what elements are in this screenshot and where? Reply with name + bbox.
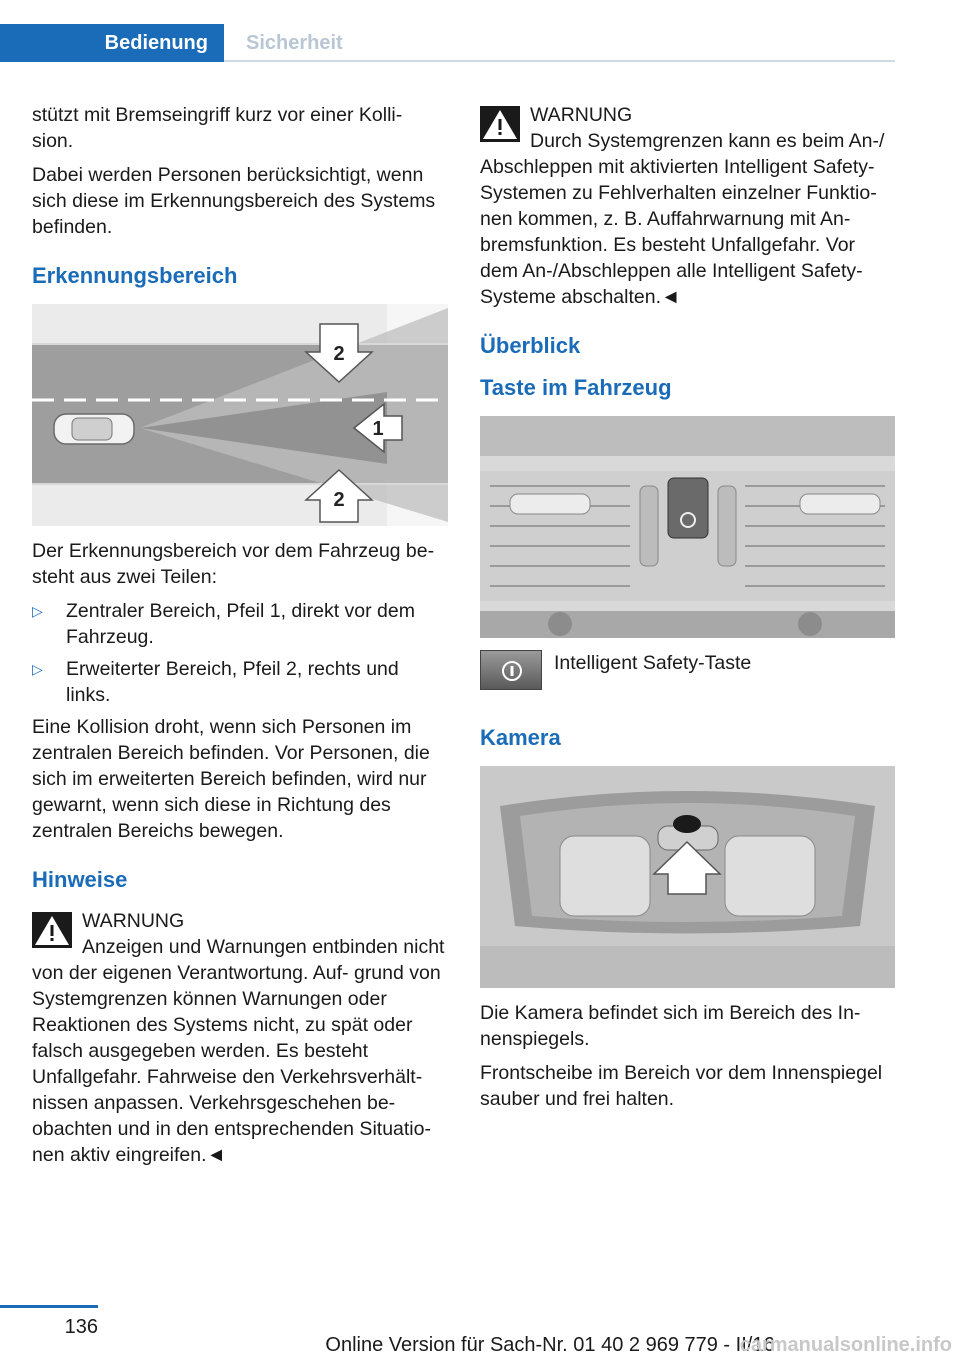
safety-button-row: [480, 650, 896, 706]
heading-erkennungsbereich: Erkennungsbereich: [32, 263, 238, 288]
safety-button-label: Intelligent Safety-Taste: [554, 652, 752, 674]
warning-block-right: [480, 102, 896, 310]
heading-ueberblick: Überblick: [480, 333, 581, 358]
heading-kamera: Kamera: [480, 725, 561, 750]
warning-title: WARNUNG: [82, 910, 185, 932]
detection-area-figure: [32, 304, 448, 526]
intelligent-safety-button-icon: [480, 650, 542, 690]
right-column: [480, 102, 896, 1120]
camera-location-illustration: [480, 766, 895, 988]
dashboard-button-figure: [480, 416, 895, 638]
camera-paragraph-1: Die Kamera befindet sich im Bereich des In- nenspiegels.: [480, 1002, 861, 1050]
area-bullet-list: [32, 598, 448, 708]
list-item: ▷ Zentraler Bereich, Pfeil 1, direkt vor dem Fahrzeug.: [32, 600, 415, 648]
page-number-rule: [0, 1305, 98, 1308]
detection-area-illustration: [32, 304, 448, 526]
tab-bedienung[interactable]: Bedienung: [0, 24, 224, 62]
online-version-footer: Online Version für Sach-Nr. 01 40 2 969 779 - II/16: [325, 1334, 775, 1356]
dashboard-vents-illustration: [480, 416, 895, 638]
list-item: ▷ Erweiterter Bereich, Pfeil 2, rechts und links.: [32, 658, 399, 706]
left-column: [32, 102, 448, 1176]
chapter-tabs: [0, 24, 895, 62]
tab-sicherheit[interactable]: Sicherheit: [246, 32, 343, 54]
intro-paragraph-1: stützt mit Bremseingriff kurz vor einer Kolli- sion.: [32, 104, 403, 152]
collision-paragraph: Eine Kollision droht, wenn sich Personen im zentralen Bereich befinden. Vor Personen, die sich im erweiterten Bereich befinden, wird nur gewarnt, wenn sich diese in Richtung des zentralen Bereichs bewegen.: [32, 716, 430, 842]
warning-triangle-icon: [32, 912, 72, 948]
page-number: 136: [64, 1316, 98, 1338]
watermark-text: carmanualsonline.info: [739, 1334, 952, 1356]
warning-triangle-icon: [480, 106, 520, 142]
warning-block-left: [32, 908, 448, 1168]
car-icon: [54, 414, 134, 444]
arrow-label-2a: 2: [333, 343, 345, 365]
heading-hinweise: Hinweise: [32, 867, 128, 892]
detection-description: Der Erkennungsbereich vor dem Fahrzeug be- steht aus zwei Teilen:: [32, 540, 435, 588]
warning-body: Anzeigen und Warnungen entbinden nicht von der eigenen Verantwortung. Auf- grund von Systemgrenzen können Warnungen oder Reaktionen des Systems nicht, zu spät oder falsch ausgegeben werden. Es besteht Unfallgefahr. Fahrweise den Verkehrsverhält- nissen anpassen. Verkehrsgeschehen be- obachten und in den entsprechenden Situatio- nen aktiv eingreifen.◄: [32, 936, 445, 1166]
intro-paragraph-2: Dabei werden Personen berücksichtigt, wenn sich diese im Erkennungsbereich des Systems befinden.: [32, 164, 436, 238]
triangle-bullet-icon: ▷: [32, 603, 43, 619]
arrow-label-2b: 2: [333, 489, 345, 511]
camera-paragraph-2: Frontscheibe im Bereich vor dem Innenspiegel sauber und frei halten.: [480, 1062, 883, 1110]
warning-body: Durch Systemgrenzen kann es beim An-/ Abschleppen mit aktivierten Intelligent Safety- Systemen zu Fehlverhalten einzelner Funktio- nen kommen, z. B. Auffahrwarnung mit An- bremsfunktion. Es besteht Unfallgefahr. Vor dem An-/Abschleppen alle Intelligent Safety- Systeme abschalten.◄: [480, 130, 885, 308]
triangle-bullet-icon: ▷: [32, 661, 43, 677]
heading-taste-im-fahrzeug: Taste im Fahrzeug: [480, 375, 672, 400]
warning-title: WARNUNG: [530, 104, 633, 126]
arrow-label-1: 1: [372, 418, 384, 440]
camera-figure: [480, 766, 895, 988]
